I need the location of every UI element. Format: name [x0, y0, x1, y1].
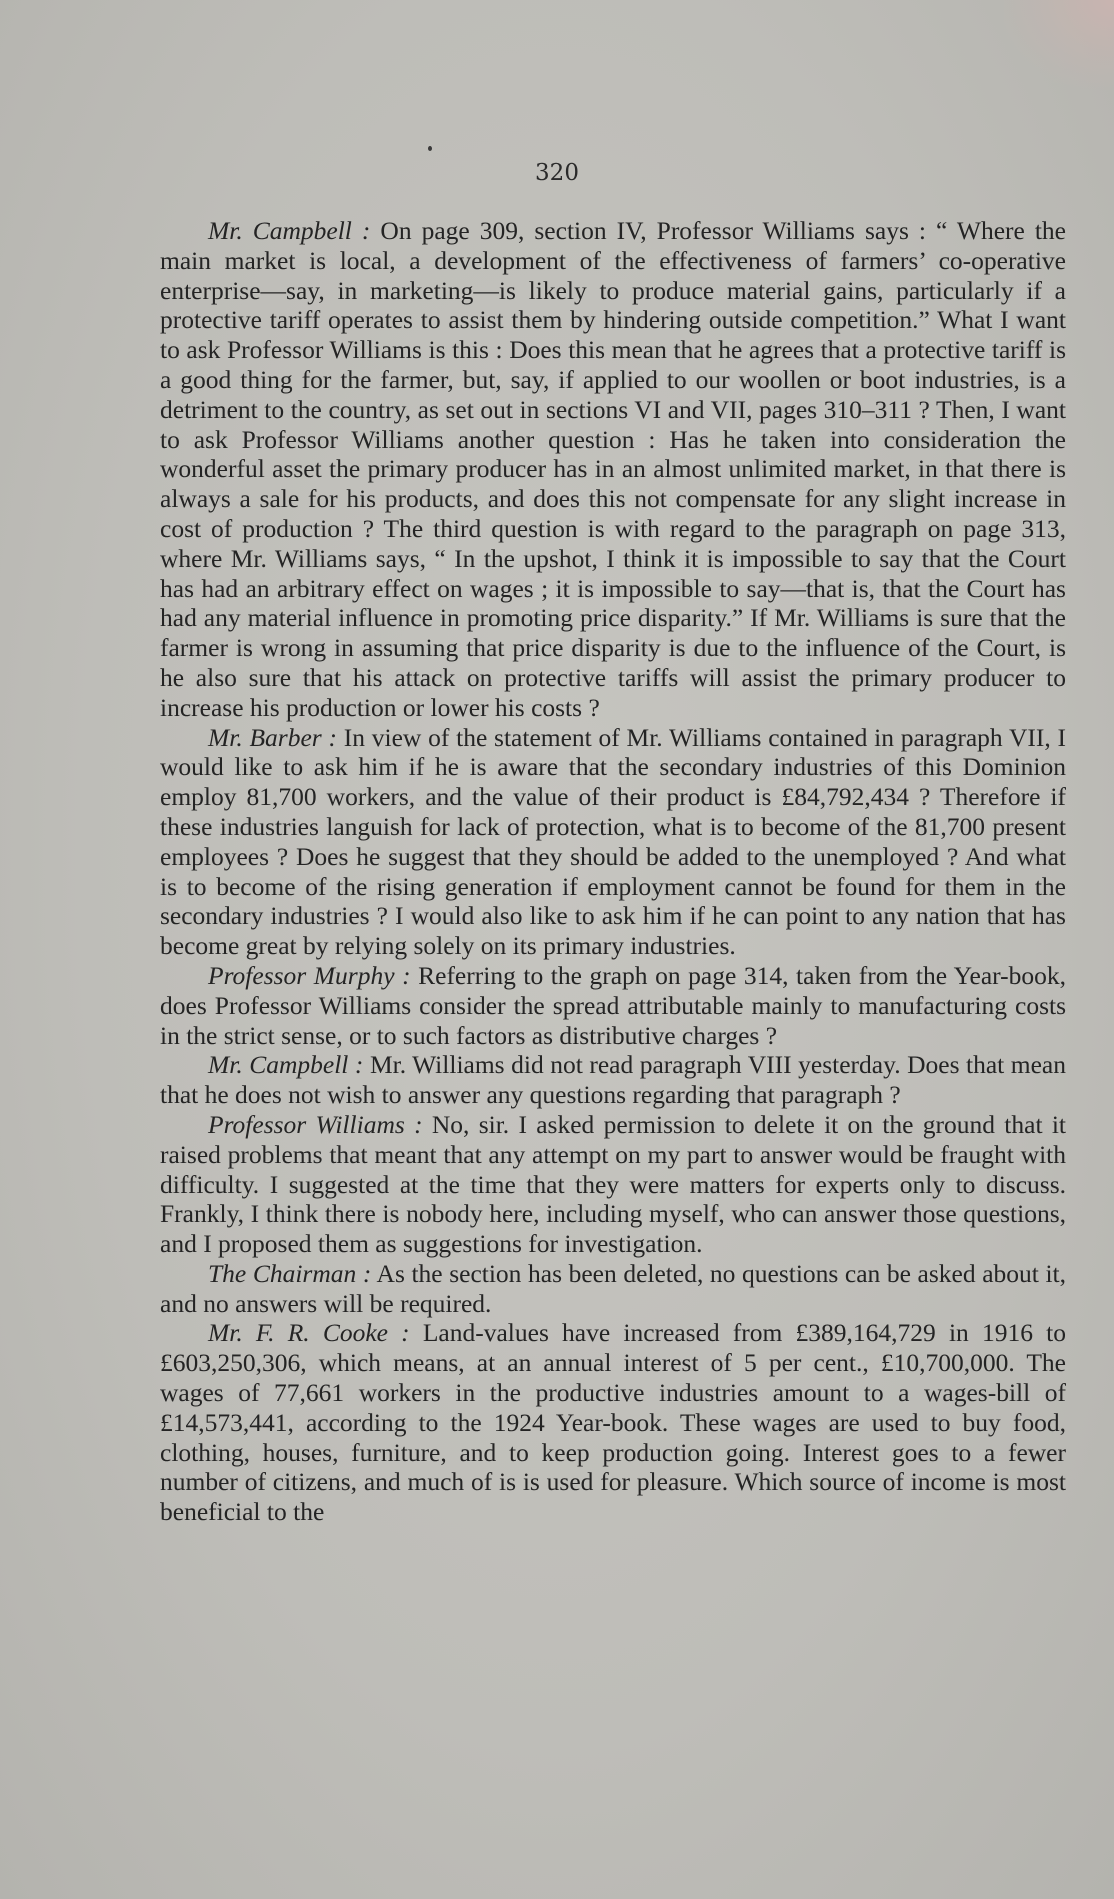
paragraph-text: Mr. Williams did not read paragraph VIII yesterday. Does that mean that he does not wish to answer any questions regarding that paragraph ?	[160, 1050, 1066, 1110]
speaker-name: Mr. Barber :	[208, 722, 337, 752]
page-corner-discoloration	[1004, 0, 1114, 90]
speaker-name: Mr. Campbell :	[208, 1050, 364, 1080]
paragraph-murphy	[160, 961, 1066, 1050]
paragraph-campbell-2	[160, 1050, 1066, 1110]
ink-speck	[428, 146, 432, 151]
paragraph-chairman	[160, 1259, 1066, 1319]
paragraph-barber	[160, 723, 1066, 961]
paragraph-text: On page 309, section IV, Professor Williams says : “ Where the main market is local, a development of the effectiveness of farmers’ co-operative enterprise—say, in marketing—is likely to produce material gains, particularly if a protective tariff operates to assist them by hindering outside competition.” What I want to ask Professor Williams is this : Does this mean that he agrees that a protective tariff is a good thing for the farmer, but, say, if applied to our woollen or boot industries, is a detriment to the country, as set out in sections VI and VII, pages 310–311 ? Then, I want to ask Professor Williams another question : Has he taken into consideration the wonderful asset the primary producer has in an almost unlimited market, in that there is always a sale for his products, and does this not compensate for any slight increase in cost of production ? The third question is with regard to the paragraph on page 313, where Mr. Williams says, “ In the upshot, I think it is impossible to say that the Court has had an arbitrary effect on wages ; it is impossible to say—that is, that the Court has had any material influence in promoting price disparity.” If Mr. Williams is sure that the farmer is wrong in assuming that price disparity is due to the influence of the Court, is he also sure that his attack on protective tariffs will assist the primary producer to increase his production or lower his costs ?	[160, 216, 1066, 722]
paragraph-campbell-1	[160, 216, 1066, 723]
paragraph-text: As the section has been deleted, no questions can be asked about it, and no answers will be required.	[160, 1258, 1066, 1318]
speaker-name: Professor Murphy :	[208, 960, 411, 990]
paragraph-text: Land-values have increased from £389,164,729 in 1916 to £603,250,306, which means, at an annual interest of 5 per cent., £10,700,000. The wages of 77,661 workers in the productive industries amount to a wages-bill of £14,573,441, according to the 1924 Year-book. These wages are used to buy food, clothing, houses, furniture, and to keep production going. Interest goes to a fewer number of citizens, and much of is is used for pleasure. Which source of income is most beneficial to the	[160, 1318, 1066, 1527]
speaker-name: Professor Williams :	[208, 1109, 423, 1139]
paragraph-text: No, sir. I asked permission to delete it on the ground that it raised problems that meant that any attempt on my part to answer would be fraught with difficulty. I suggested at the time that they were matters for experts only to discuss. Frankly, I think there is nobody here, including myself, who can answer those questions, and I proposed them as suggestions for investigation.	[160, 1109, 1067, 1259]
page-number: 320	[535, 160, 579, 186]
speaker-name: The Chairman :	[208, 1258, 372, 1288]
transcript-body	[160, 216, 1066, 1527]
paragraph-williams	[160, 1110, 1066, 1259]
paragraph-text: Referring to the graph on page 314, taken from the Year-book, does Professor Williams consider the spread attributable mainly to manufacturing costs in the strict sense, or to such factors as distributive charges ?	[160, 960, 1066, 1050]
speaker-name: Mr. Campbell :	[208, 216, 371, 245]
paragraph-text: In view of the statement of Mr. Williams contained in paragraph VII, I would like to ask him if he is aware that the secondary industries of this Dominion employ 81,700 workers, and the value of their product is £84,792,434 ? Therefore if these industries languish for lack of protection, what is to become of the 81,700 present employees ? Does he suggest that they should be added to the unemployed ? And what is to become of the rising generation if employment cannot be found for them in the secondary industries ? I would also like to ask him if he can point to any nation that has become great by relying solely on its primary industries.	[160, 722, 1067, 961]
speaker-name: Mr. F. R. Cooke :	[208, 1318, 410, 1348]
paragraph-cooke	[160, 1318, 1066, 1527]
